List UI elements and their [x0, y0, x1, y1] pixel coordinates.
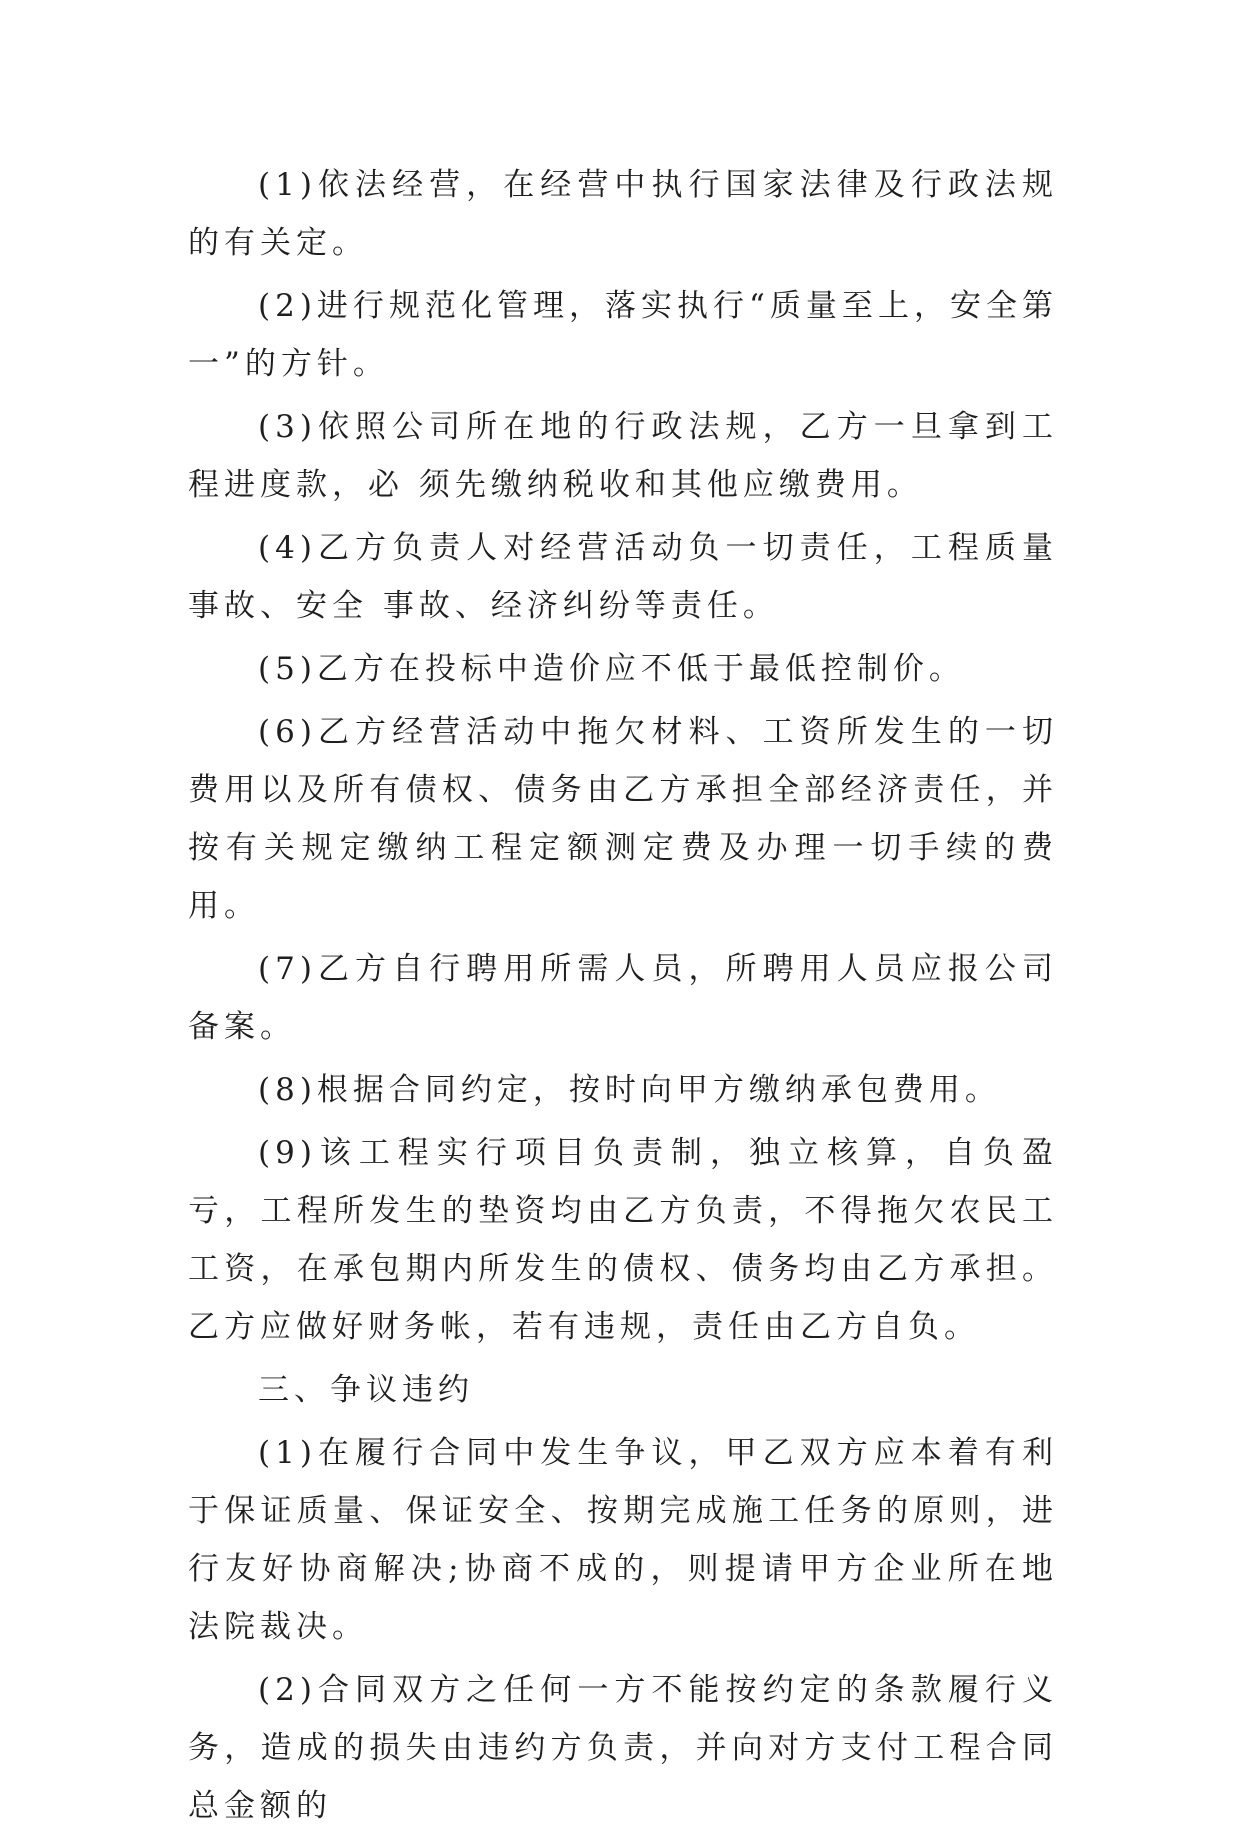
- paragraph-8: (8)根据合同约定，按时向甲方缴纳承包费用。: [258, 1072, 1001, 1108]
- section-heading: 三、争议违约: [258, 1372, 474, 1408]
- paragraph-9: (9)该工程实行项目负责制，独立核算，自负盈亏，工程所发生的垫资均由乙方负责，不得拖欠农民工工资，在承包期内所发生的债权、债务均由乙方承担。乙方应做好财务帐，若有违规，责任由乙方自负。: [188, 1135, 1058, 1345]
- paragraph-5: (5)乙方在投标中造价应不低于最低控制价。: [258, 651, 965, 687]
- paragraph-1: (1)依法经营，在经营中执行国家法律及行政法规的有关定。: [188, 167, 1058, 261]
- paragraph-4: (4)乙方负责人对经营活动负一切责任，工程质量事故、安全 事故、经济纠纷等责任。: [188, 530, 1058, 624]
- paragraph-12: (2)合同双方之任何一方不能按约定的条款履行义务，造成的损失由违约方负责，并向对方支付工程合同总金额的: [188, 1672, 1058, 1824]
- paragraph-11: (1)在履行合同中发生争议，甲乙双方应本着有利于保证质量、保证安全、按期完成施工任务的原则，进行友好协商解决;协商不成的，则提请甲方企业所在地法院裁决。: [188, 1435, 1058, 1645]
- paragraph-6: (6)乙方经营活动中拖欠材料、工资所发生的一切费用以及所有债权、债务由乙方承担全部经济责任，并按有关规定缴纳工程定额测定费及办理一切手续的费用。: [188, 714, 1058, 924]
- document-body: [188, 156, 1058, 1840]
- paragraph-3: (3)依照公司所在地的行政法规，乙方一旦拿到工程进度款，必 须先缴纳税收和其他应缴费用。: [188, 409, 1058, 503]
- paragraph-7: (7)乙方自行聘用所需人员，所聘用人员应报公司备案。: [188, 951, 1058, 1045]
- paragraph-2: (2)进行规范化管理，落实执行“质量至上，安全第一”的方针。: [188, 288, 1058, 382]
